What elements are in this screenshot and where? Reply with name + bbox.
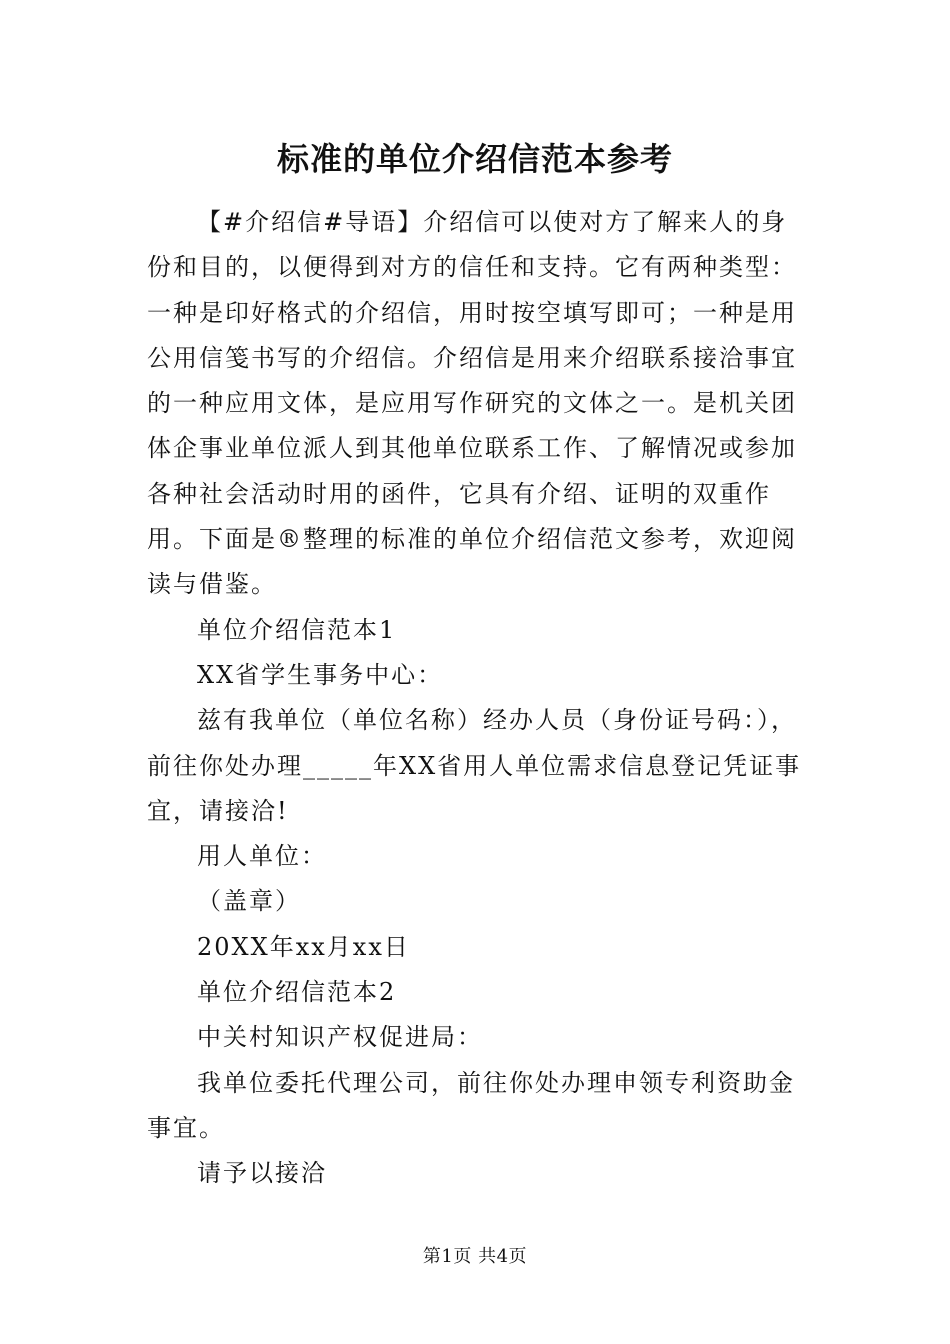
sample-1-seal: （盖章） — [197, 887, 301, 916]
sample-1-employer: 用人单位： — [197, 842, 327, 871]
sample-2-closing: 请予以接洽 — [197, 1159, 327, 1188]
sample-1-body: 兹有我单位（单位名称）经办人员（身份证号码：），前往你处办理_____年XX省用人单位需求信息登记凭证事宜，请接洽! — [147, 706, 802, 825]
document-title: 标准的单位介绍信范本参考 — [276, 140, 673, 178]
sample-1-recipient: XX省学生事务中心： — [197, 660, 444, 689]
intro-paragraph: 【#介绍信#导语】介绍信可以使对方了解来人的身份和目的，以便得到对方的信任和支持。它有两种类型：一种是印好格式的介绍信，用时按空填写即可；一种是用公用信笺书写的介绍信。介绍信是用来介绍联系接洽事宜的一种应用文体，是应用写作研究的文体之一。是机关团体企事业单位派人到其他单位联系工作、了解情况或参加各种社会活动时用的函件，它具有介绍、证明的双重作用。下面是®整理的标准的单位介绍信范文参考，欢迎阅读与借鉴。 — [147, 208, 797, 599]
sample-1-heading: 单位介绍信范本1 — [197, 615, 397, 644]
document-body — [147, 200, 811, 1197]
sample-2-heading: 单位介绍信范本2 — [197, 978, 397, 1007]
sample-2-recipient: 中关村知识产权促进局： — [197, 1023, 483, 1052]
sample-2-body: 我单位委托代理公司，前往你处办理申领专利资助金事宜。 — [147, 1068, 795, 1142]
sample-1-date: 20XX年xx月xx日 — [197, 932, 410, 961]
page-footer: 第1页 共4页 — [422, 1246, 528, 1267]
